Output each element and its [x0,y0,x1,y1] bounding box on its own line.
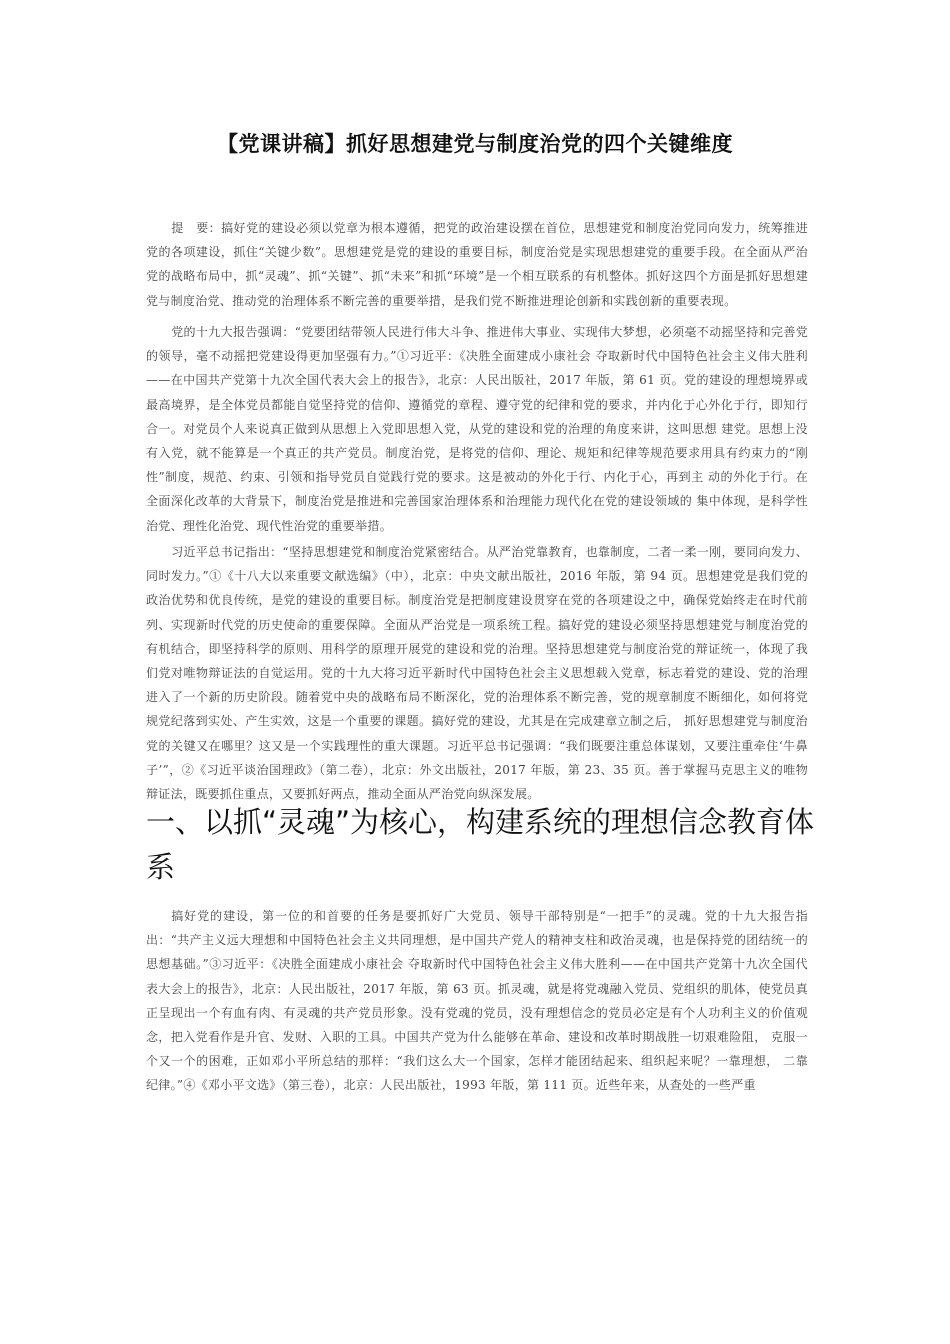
body-paragraph-1: 党的十九大报告强调：“党要团结带领人民进行伟大斗争、推进伟大事业、实现伟大梦想，必须毫不动摇坚持和完善党的领导，毫不动摇把党建设得更加坚强有力。”①习近平：《决胜全面建成小康社会 夺取新时代中国特色社会主义伟大胜利——在中国共产党第十九次全国代表大会上的报告》，北京：人民出版社，2017 年版，第 61 页。党的建设的理想境界或最高境界，是全体党员都能自觉坚持党的信仰、遵循党的章程、遵守党的纪律和党的要求，并内化于心外化于行，即知行合一。对党员个人来说真正做到从思想上入党即思想入党，从党的建设和党的治理的角度来讲，这叫思想 建党。思想上没有入党，就不能算是一个真正的共产党员。制度治党，是将党的信仰、理论、规矩和纪律等规范要求用具有约束力的“刚性”制度，规范、约束、引领和指导党员自觉践行党的要求。这是被动的外化于行、内化于心，再到主 动的外化于行。在全面深化改革的大背景下，制度治党是推进和完善国家治理体系和治理能力现代化在党的建设领域的 集中体现，是科学性治党、理性化治党、现代性治党的重要举措。 [146,325,808,533]
document-title: 【党课讲稿】抓好思想建党与制度治党的四个关键维度 [217,132,733,156]
section-heading: 一、以抓“灵魂”为核心，构建系统的理想信念教育体系 [146,805,815,884]
body-paragraph-3: 搞好党的建设，第一位的和首要的任务是要抓好广大党员、领导干部特别是“一把手”的灵魂。党的十九大报告指出：“共产主义远大理想和中国特色社会主义共同理想，是中国共产党人的精神支柱和政治灵魂，也是保持党的团结统一的思想基础。”③习近平：《决胜全面建成小康社会 夺取新时代中国特色社会主义伟大胜利——在中国共产党第十九次全国代表大会上的报告》，北京：人民出版社，2017 年版，第 63 页。抓灵魂，就是将党魂融入党员、党组织的肌体，使党员真正呈现出一个有血有肉、有灵魂的共产党员形象。没有党魂的党员，没有理想信念的党员必定是有个人功利主义的价值观念，把入党看作是升官、发财、入职的工具。中国共产党为什么能够在革命、建设和改革时期战胜一切艰难险阻， 克服一个又一个的困难，正如邓小平所总结的那样：“我们这么大一个国家，怎样才能团结起来、组织起来呢？一靠理想， 二靠纪律。”④《邓小平文选》（第三卷），北京：人民出版社，1993 年版，第 111 页。近些年来，从查处的一些严重 [146,909,808,1093]
abstract-paragraph: 提 要：搞好党的建设必须以党章为根本遵循，把党的政治建设摆在首位，思想建党和制度治党同向发力，统筹推进党的各项建设，抓住“关键少数”。思想建党是党的建设的重要目标，制度治党是实现思想建党的重要手段。在全面从严治党的战略布局中，抓“灵魂”、抓“关键”、抓“未来”和抓“环境”是一个相互联系的有机整体。抓好这四个方面是抓好思想建党与制度治党、推动党的治理体系不断完善的重要举措，是我们党不断推进理论创新和实践创新的重要表现。 [146,221,808,308]
body-paragraph-2: 习近平总书记指出：“坚持思想建党和制度治党紧密结合。从严治党靠教育，也靠制度，二者一柔一刚，要同向发力、同时发力。”①《十八大以来重要文献选编》（中），北京：中央文献出版社，2016 年版，第 94 页。思想建党是我们党的政治优势和优良传统，是党的建设的重要目标。制度治党是把制度建设贯穿在党的各项建设之中，确保党始终走在时代前列、实现新时代党的历史使命的重要保障。全面从严治党是一项系统工程。搞好党的建设必须坚持思想建党与制度治党的有机结合，即坚持科学的原则、用科学的原理开展党的建设和党的治理。坚持思想建党与制度治党的辩证统一，体现了我们党对唯物辩证法的自觉运用。党的十九大将习近平新时代中国特色社会主义思想载入党章，标志着党的建设、党的治理进入了一个新的历史阶段。随着党中央的战略布局不断深化，党的治理体系不断完善，党的规章制度不断细化，如何将党规党纪落到实处、产生实效，这是一个重要的课题。搞好党的建设，尤其是在完成建章立制之后， 抓好思想建党与制度治党的关键又在哪里？这又是一个实践理性的重大课题。习近平总书记强调：“我们既要注重总体谋划，又要注重牵住‘牛鼻子’”，②《习近平谈治国理政》（第二卷），北京：外文出版社，2017 年版，第 23、35 页。善于掌握马克思主义的唯物辩证法，既要抓住重点，又要抓好两点，推动全面从严治党向纵深发展。 [146,545,808,802]
